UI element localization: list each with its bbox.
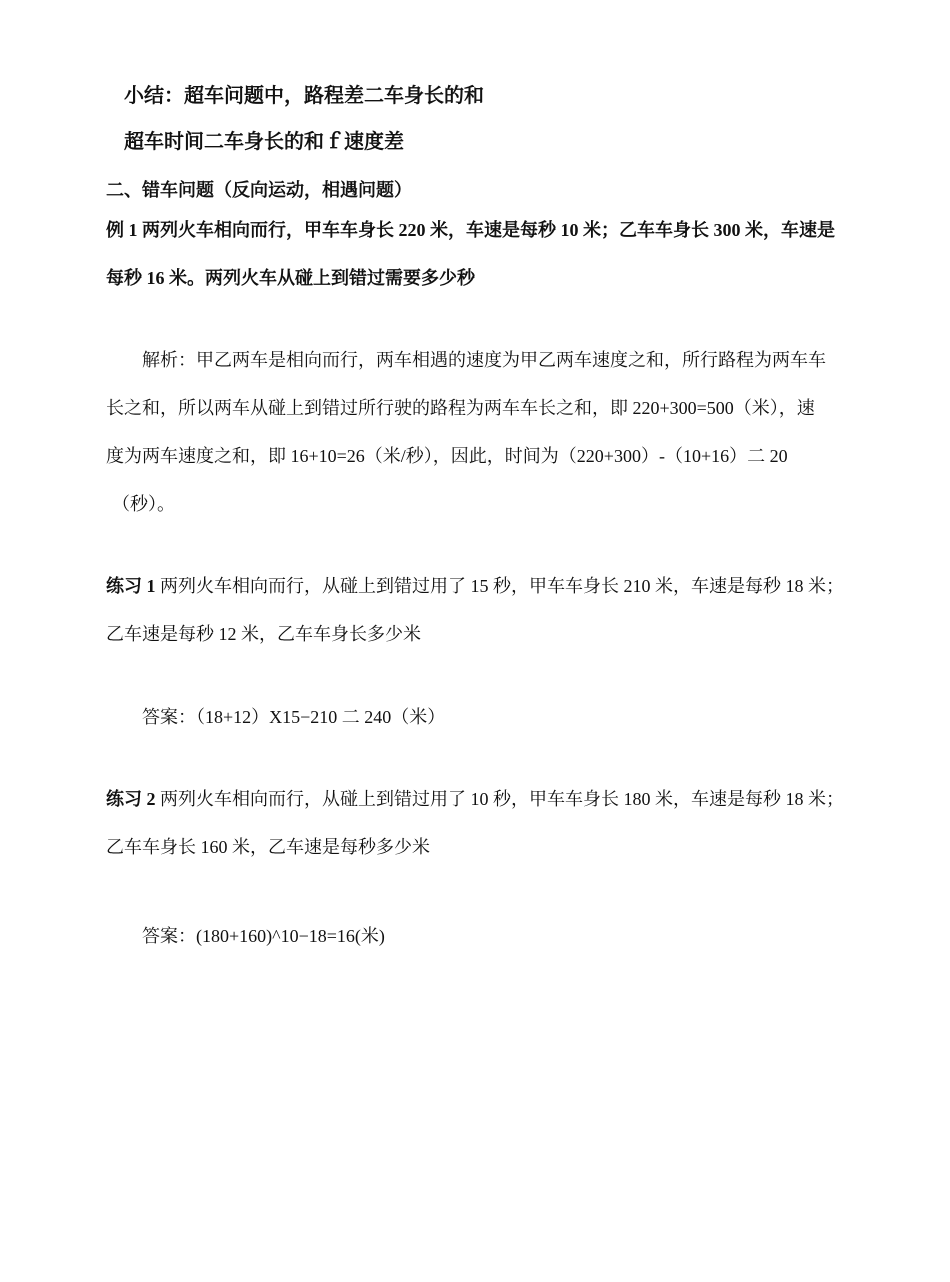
- section-heading: 二、错车问题（反向运动，相遇问题）: [106, 180, 412, 200]
- example1-line-1: 例 1 两列火车相向而行，甲车车身长 220 米，车速是每秒 10 米；乙车车身长 300 米，车速是: [106, 220, 835, 240]
- practice1-line-2: 乙车速是每秒 12 米，乙车车身长多少米: [106, 624, 421, 644]
- practice1-label: 练习 1: [106, 576, 156, 596]
- analysis-line-3: 度为两车速度之和，即 16+10=26（米/秒），因此，时间为（220+300）-（10+16）二 20: [106, 446, 788, 466]
- practice2-line-1: [106, 787, 844, 811]
- summary-line-1: 小结：超车问题中，路程差二车身长的和: [124, 85, 484, 107]
- practice2-label: 练习 2: [106, 789, 156, 809]
- practice2-answer: 答案：(180+160)^10−18=16(米): [142, 926, 385, 946]
- practice1-answer: 答案：（18+12）X15−210 二 240（米）: [142, 707, 446, 727]
- practice1-text-1: 两列火车相向而行，从碰上到错过用了 15 秒，甲车车身长 210 米，车速是每秒 18 米；: [160, 576, 844, 596]
- practice2-text-1: 两列火车相向而行，从碰上到错过用了 10 秒，甲车车身长 180 米，车速是每秒 18 米；: [160, 789, 844, 809]
- practice1-line-1: [106, 574, 844, 598]
- example1-line-2: 每秒 16 米。两列火车从碰上到错过需要多少秒: [106, 268, 475, 288]
- analysis-line-1: 解析：甲乙两车是相向而行，两车相遇的速度为甲乙两车速度之和，所行路程为两车车: [142, 350, 826, 370]
- practice2-line-2: 乙车车身长 160 米，乙车速是每秒多少米: [106, 837, 430, 857]
- analysis-line-4: （秒）。: [112, 494, 175, 514]
- summary-line-2: 超车时间二车身长的和ｆ速度差: [124, 131, 404, 153]
- analysis-line-2: 长之和，所以两车从碰上到错过所行驶的路程为两车车长之和，即 220+300=500（米），速: [106, 398, 815, 418]
